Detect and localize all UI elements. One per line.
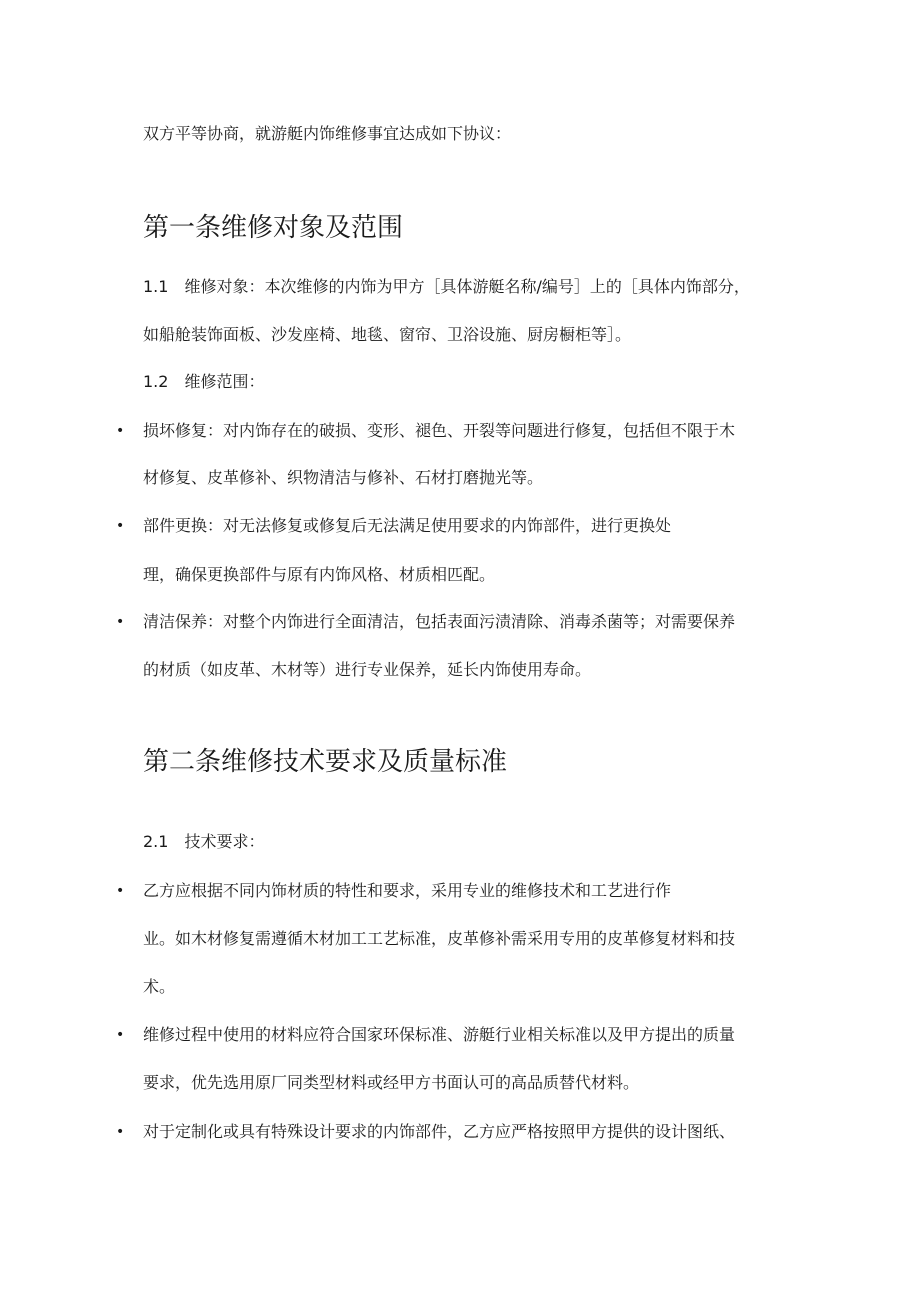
scope-item-1-line-1: 损坏修复：对内饰存在的破损、变形、褪色、开裂等问题进行修复，包括但不限于木 (143, 421, 736, 440)
scope-item-3-line-1: 清洁保养：对整个内饰进行全面清洁，包括表面污渍清除、消毒杀菌等；对需要保养 (143, 612, 736, 631)
bullet-marker: • (116, 423, 125, 439)
bullet-marker: • (116, 883, 125, 899)
clause-1-2: 1.2 维修范围： (143, 372, 265, 391)
scope-item-1-line-2: 材修复、皮革修补、织物清洁与修补、石材打磨抛光等。 (143, 468, 544, 487)
section-2-heading: 第二条维修技术要求及质量标准 (143, 747, 508, 777)
bullet-marker: • (116, 614, 125, 630)
section-1-heading: 第一条维修对象及范围 (143, 213, 404, 243)
scope-item-2-line-1: 部件更换：对无法修复或修复后无法满足使用要求的内饰部件，进行更换处 (143, 516, 672, 535)
scope-item-2-line-2: 理，确保更换部件与原有内饰风格、材质相匹配。 (143, 565, 496, 584)
tech-item-1-line-1: 乙方应根据不同内饰材质的特性和要求，采用专业的维修技术和工艺进行作 (143, 881, 672, 900)
bullet-marker: • (116, 518, 125, 534)
clause-2-1: 2.1 技术要求： (143, 832, 265, 851)
intro-paragraph: 双方平等协商，就游艇内饰维修事宜达成如下协议： (143, 124, 512, 143)
scope-item-3-line-2: 的材质（如皮革、木材等）进行专业保养，延长内饰使用寿命。 (143, 660, 592, 679)
tech-item-2-line-2: 要求，优先选用原厂同类型材料或经甲方书面认可的高品质替代材料。 (143, 1073, 640, 1092)
tech-item-3-line-1: 对于定制化或具有特殊设计要求的内饰部件，乙方应严格按照甲方提供的设计图纸、 (143, 1122, 736, 1141)
bullet-marker: • (116, 1124, 125, 1140)
tech-item-1-line-3: 术。 (143, 977, 176, 996)
clause-1-1-line-2: 如船舱装饰面板、沙发座椅、地毯、窗帘、卫浴设施、厨房橱柜等］。 (143, 325, 632, 344)
tech-item-1-line-2: 业。如木材修复需遵循木材加工工艺标准，皮革修补需采用专用的皮革修复材料和技 (143, 929, 736, 948)
clause-1-1-line-1: 1.1 维修对象：本次维修的内饰为甲方［具体游艇名称/编号］上的［具体内饰部分， (143, 277, 750, 296)
tech-item-2-line-1: 维修过程中使用的材料应符合国家环保标准、游艇行业相关标准以及甲方提出的质量 (143, 1025, 736, 1044)
bullet-marker: • (116, 1027, 125, 1043)
